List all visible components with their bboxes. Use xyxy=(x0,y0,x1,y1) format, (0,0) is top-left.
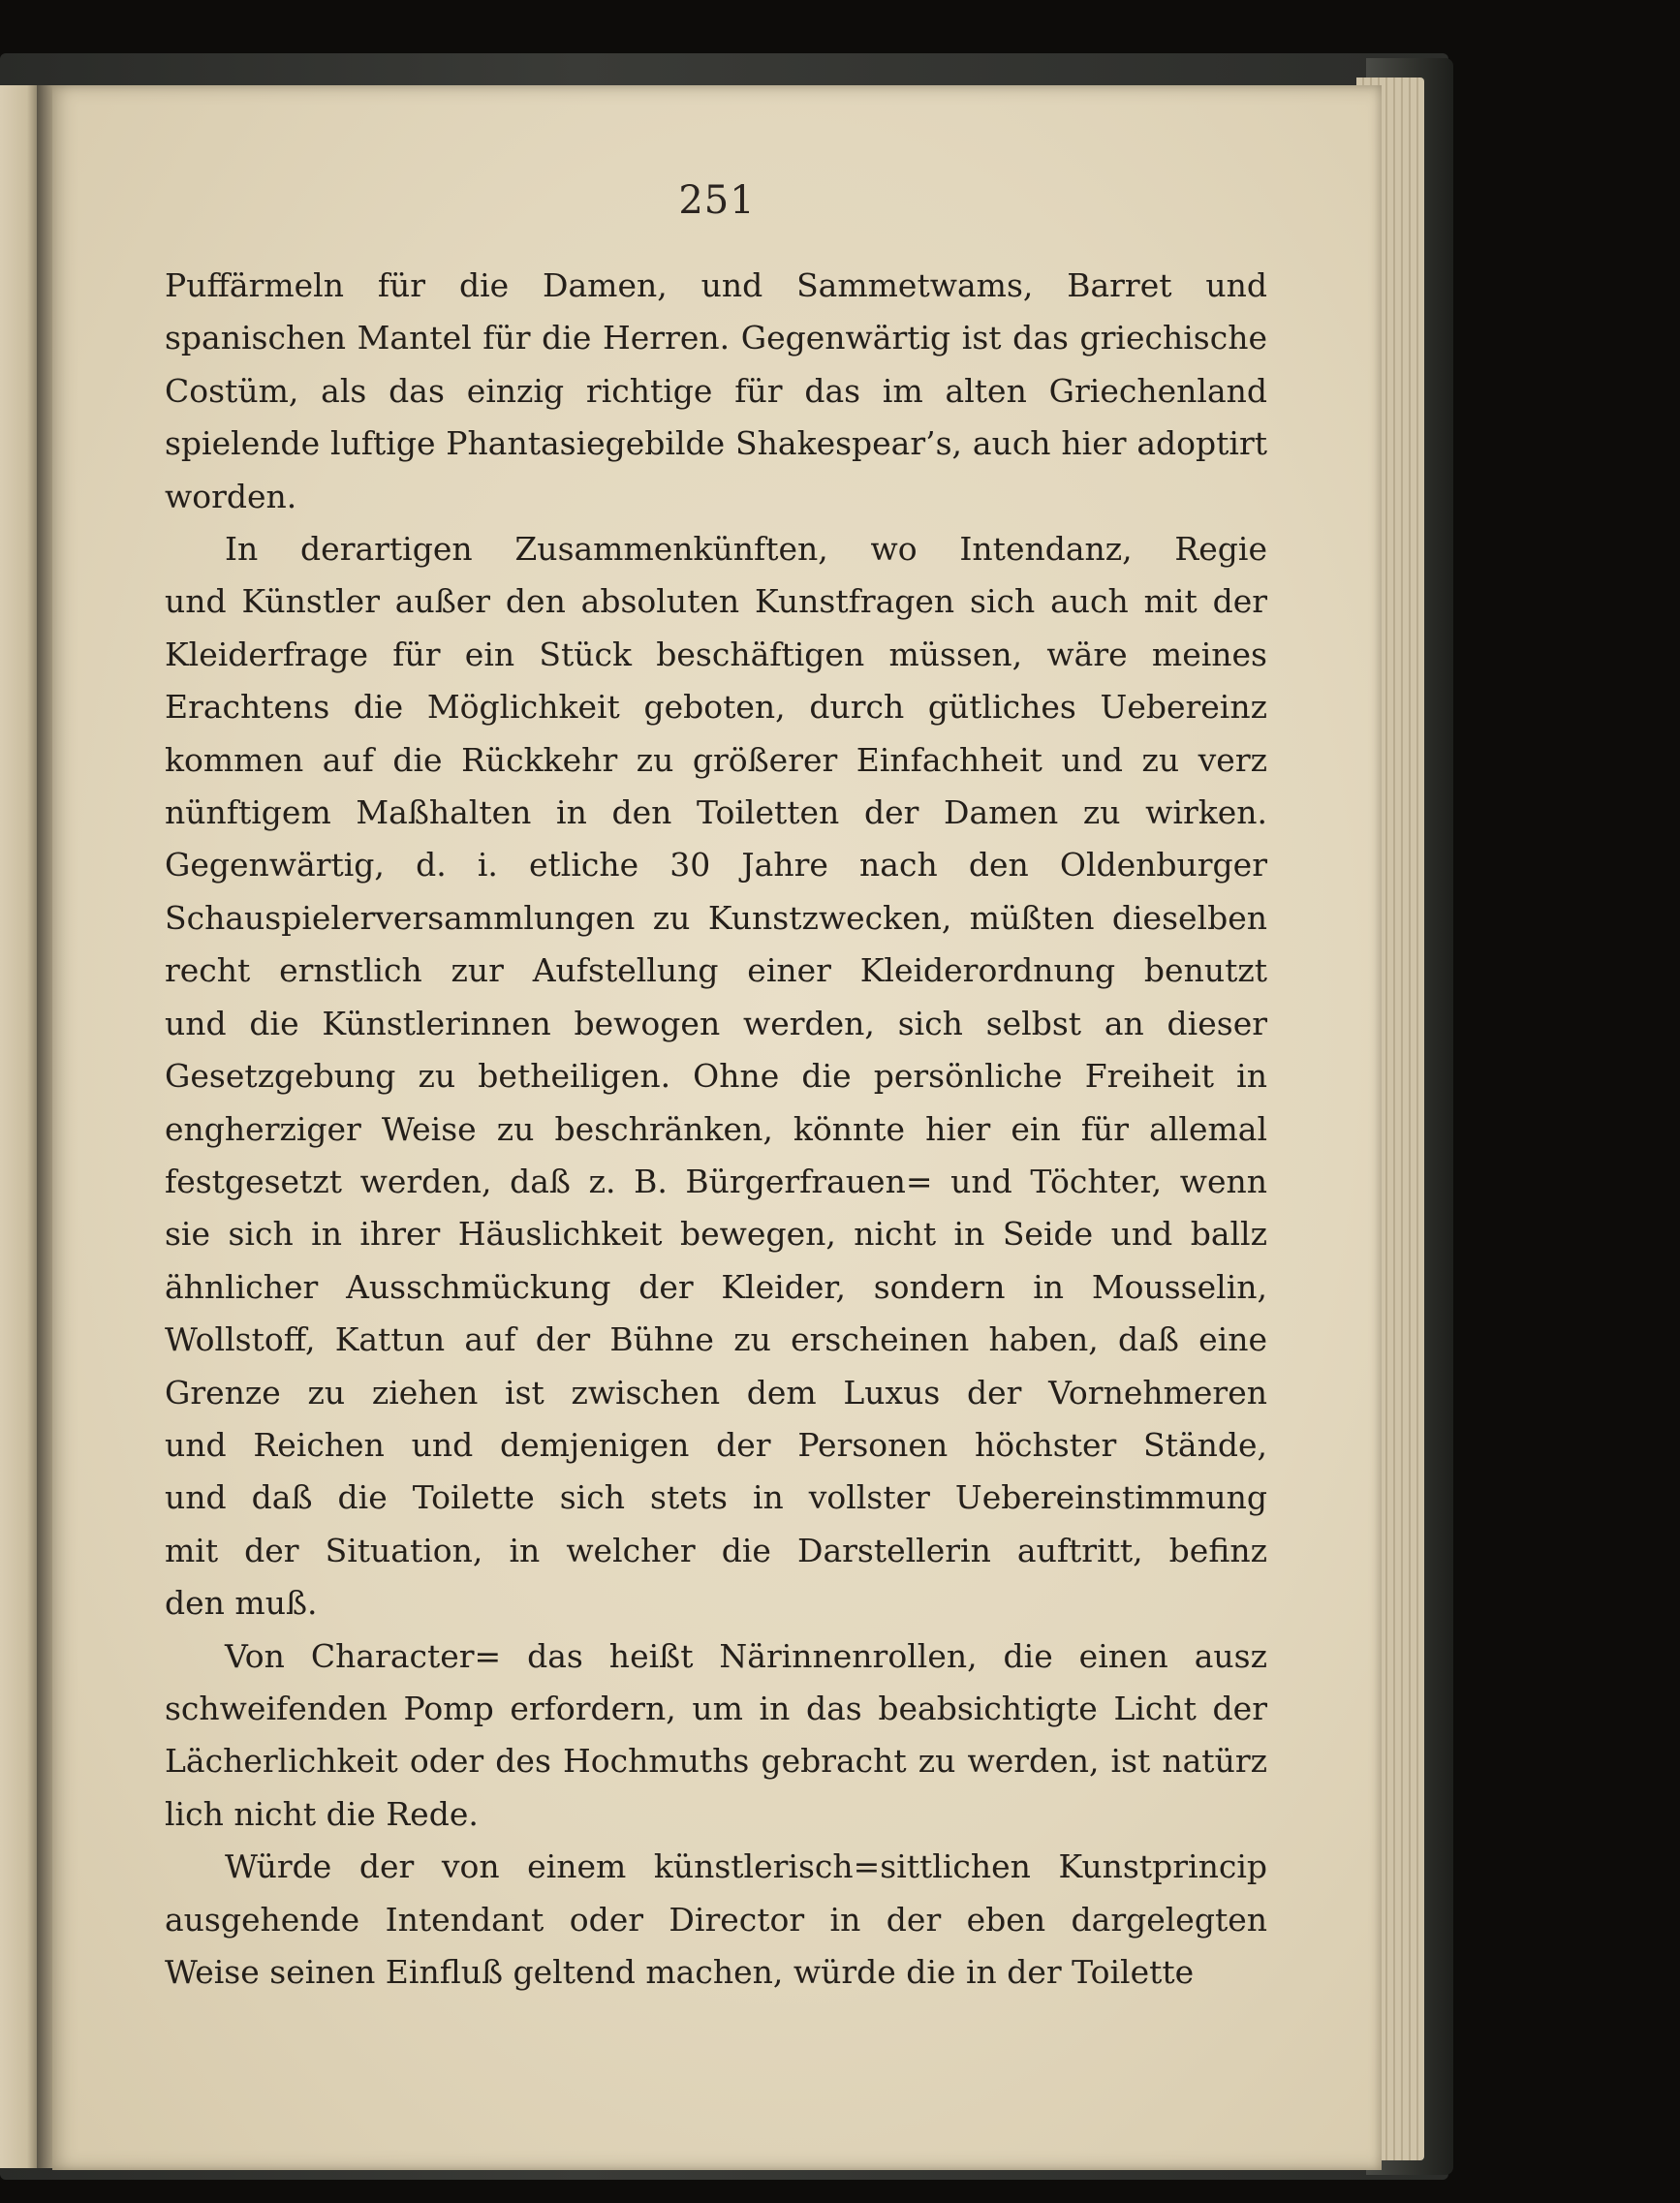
text-line: Puffärmeln für die Damen, und Sammetwams, Barret und xyxy=(165,266,1267,304)
text-line: ausgehende Intendant oder Director in der eben dargelegten xyxy=(165,1900,1267,1939)
text-line: Grenze zu ziehen ist zwischen dem Luxus der Vornehmeren xyxy=(165,1373,1267,1412)
text-line: spielende luftige Phantasiegebilde Shakespear’s, auch hier adoptirt xyxy=(165,424,1267,463)
text-line: kommen auf die Rückkehr zu größerer Einfachheit und zu verz xyxy=(165,740,1267,779)
paragraph xyxy=(165,523,1267,1630)
text-line: Wollstoff, Kattun auf der Bühne zu erscheinen haben, daß eine xyxy=(165,1320,1267,1359)
text-line: In derartigen Zusammenkünften, wo Intendanz, Regie xyxy=(225,530,1267,569)
text-line: und Reichen und demjenigen der Personen höchster Stände, xyxy=(165,1425,1267,1464)
text-line: Kleiderfrage für ein Stück beschäftigen müssen, wäre meines xyxy=(165,635,1267,673)
text-line: nünftigem Maßhalten in den Toiletten der Damen zu wirken. xyxy=(165,793,1267,832)
page-number: 251 xyxy=(678,178,756,223)
book-page xyxy=(52,85,1382,2170)
text-line: spanischen Mantel für die Herren. Gegenwärtig ist das griechische xyxy=(165,319,1267,357)
text-line: den muß. xyxy=(165,1584,318,1623)
text-line: Lächerlichkeit oder des Hochmuths gebracht zu werden, ist natürz xyxy=(165,1742,1267,1781)
paragraph xyxy=(165,1841,1267,1999)
text-line: Schauspielerversammlungen zu Kunstzwecken, müßten dieselben xyxy=(165,898,1267,937)
text-line: Gegenwärtig, d. i. etliche 30 Jahre nach den Oldenburger xyxy=(165,846,1267,884)
text-line: ähnlicher Ausschmückung der Kleider, sondern in Mousselin, xyxy=(165,1267,1267,1306)
text-line: und Künstler außer den absoluten Kunstfragen sich auch mit der xyxy=(165,582,1267,621)
text-line: festgesetzt werden, daß z. B. Bürgerfrauen= und Töchter, wenn xyxy=(165,1162,1267,1200)
text-line: Costüm, als das einzig richtige für das im alten Griechenland xyxy=(165,371,1267,410)
text-line: engherziger Weise zu beschränken, könnte hier ein für allemal xyxy=(165,1109,1267,1148)
text-line: worden. xyxy=(165,477,297,515)
paragraph xyxy=(165,1630,1267,1842)
text-line: und daß die Toilette sich stets in vollster Uebereinstimmung xyxy=(165,1478,1267,1517)
text-line: Würde der von einem künstlerisch=sittlichen Kunstprincip xyxy=(225,1847,1267,1886)
text-line: und die Künstlerinnen bewogen werden, sich selbst an dieser xyxy=(165,1004,1267,1042)
text-line: Gesetzgebung zu betheiligen. Ohne die persönliche Freiheit in xyxy=(165,1057,1267,1096)
facing-page-edge xyxy=(0,85,39,2168)
text-line: recht ernstlich zur Aufstellung einer Kleiderordnung benutzt xyxy=(165,951,1267,990)
text-line: schweifenden Pomp erfordern, um in das beabsichtigte Licht der xyxy=(165,1689,1267,1727)
text-line: mit der Situation, in welcher die Darstellerin auftritt, befinz xyxy=(165,1531,1267,1569)
paragraph xyxy=(165,260,1267,523)
text-line: sie sich in ihrer Häuslichkeit bewegen, nicht in Seide und ballz xyxy=(165,1215,1267,1254)
text-line: lich nicht die Rede. xyxy=(165,1794,479,1833)
text-line: Von Character= das heißt Närinnenrollen, die einen ausz xyxy=(225,1636,1267,1675)
text-line: Erachtens die Möglichkeit geboten, durch gütliches Uebereinz xyxy=(165,688,1267,727)
body-text xyxy=(165,260,1267,1999)
text-line: Weise seinen Einfluß geltend machen, würde die in der Toilette xyxy=(165,1953,1195,1991)
